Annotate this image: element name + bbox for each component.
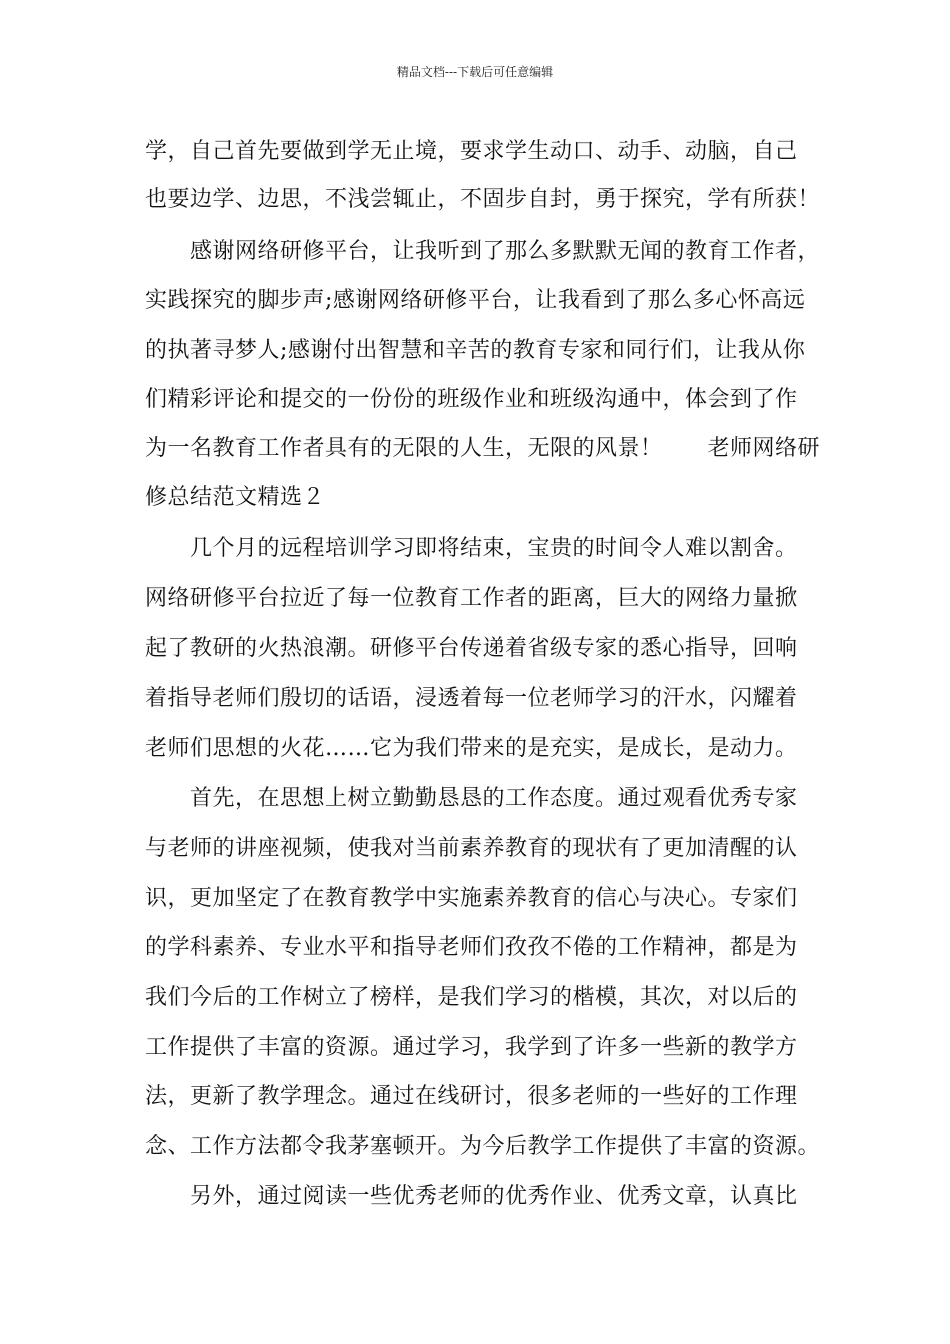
paragraph-line: 为一名教育工作者具有的无限的人生，无限的风景！ 老师网络研	[145, 436, 821, 461]
paragraph-line: 工作提供了丰富的资源。通过学习，我学到了许多一些新的教学方	[145, 1035, 798, 1060]
section-title: 修总结范文精选２	[145, 485, 326, 510]
paragraph-line: 实践探究的脚步声;感谢网络研修平台，让我看到了那么多心怀高远	[145, 288, 806, 313]
paragraph-line: 们精彩评论和提交的一份份的班级作业和班级沟通中，体会到了作	[145, 387, 798, 412]
paragraph-line: 几个月的远程培训学习即将结束，宝贵的时间令人难以割舍。	[190, 536, 798, 561]
paragraph-line: 首先，在思想上树立勤勤恳恳的工作态度。通过观看优秀专家	[190, 786, 798, 811]
paragraph-line: 起了教研的火热浪潮。研修平台传递着省级专家的悉心指导，回响	[145, 636, 798, 661]
page-header: 精品文档---下载后可任意编辑	[396, 65, 554, 79]
paragraph-line: 识，更加坚定了在教育教学中实施素养教育的信心与决心。专家们	[145, 886, 798, 911]
paragraph-line: 另外，通过阅读一些优秀老师的优秀作业、优秀文章，认真比	[190, 1184, 798, 1209]
paragraph-line: 网络研修平台拉近了每一位教育工作者的距离，巨大的网络力量掀	[145, 586, 798, 611]
paragraph-line: 感谢网络研修平台，让我听到了那么多默默无闻的教育工作者，	[190, 239, 821, 264]
paragraph-line: 着指导老师们殷切的话语，浸透着每一位老师学习的汗水，闪耀着	[145, 686, 798, 711]
paragraph-line: 法，更新了教学理念。通过在线研讨，很多老师的一些好的工作理	[145, 1084, 798, 1109]
paragraph-line: 念、工作方法都令我茅塞顿开。为今后教学工作提供了丰富的资源。	[145, 1134, 821, 1159]
paragraph-line: 的学科素养、专业水平和指导老师们孜孜不倦的工作精神，都是为	[145, 935, 798, 960]
paragraph-line: 我们今后的工作树立了榜样，是我们学习的楷模，其次，对以后的	[145, 985, 798, 1010]
paragraph-line: 与老师的讲座视频，使我对当前素养教育的现状有了更加清醒的认	[145, 836, 798, 861]
paragraph-line: 学，自己首先要做到学无止境，要求学生动口、动手、动脑，自己	[145, 139, 798, 164]
paragraph-line: 老师们思想的火花……它为我们带来的是充实，是成长，是动力。	[145, 736, 798, 761]
paragraph-line: 的执著寻梦人;感谢付出智慧和辛苦的教育专家和同行们，让我从你	[145, 338, 806, 363]
paragraph-line: 也要边学、边思，不浅尝辄止，不固步自封，勇于探究，学有所获！	[145, 187, 821, 212]
